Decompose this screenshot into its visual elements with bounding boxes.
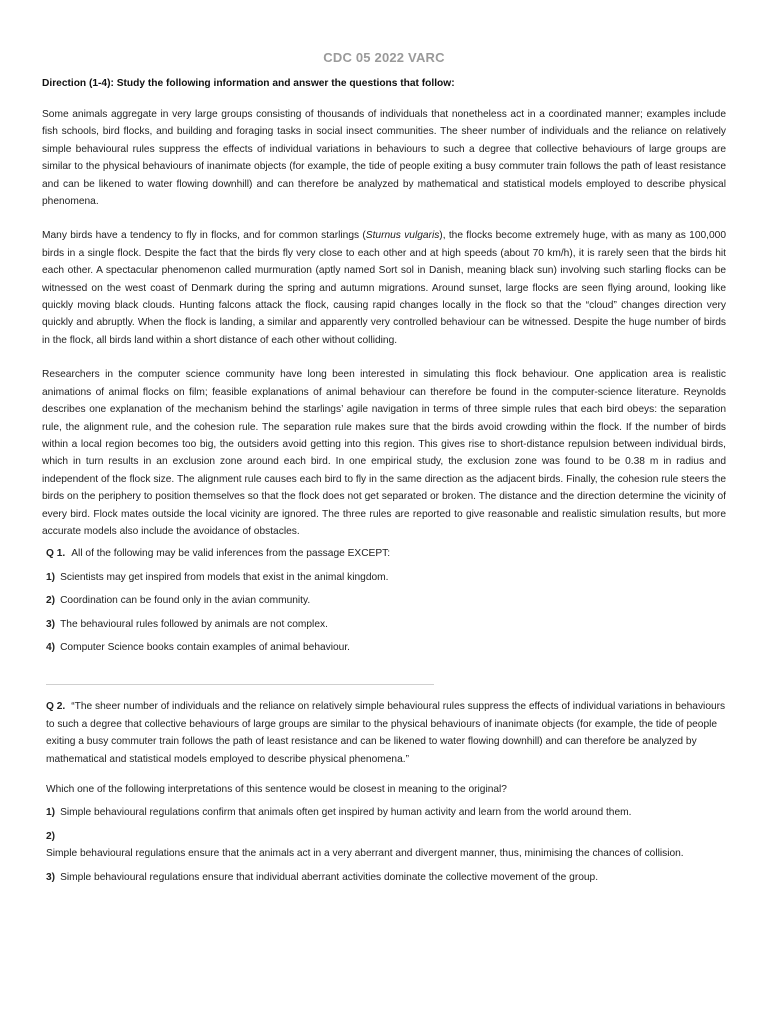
question-1-text: All of the following may be valid inferences from the passage EXCEPT: xyxy=(71,548,391,560)
q1-option-2-text: Coordination can be found only in the avian community. xyxy=(60,595,311,607)
page-title: CDC 05 2022 VARC xyxy=(323,50,445,65)
q2-option-3-text: Simple behavioural regulations ensure that individual aberrant activities dominate the collective movement of the group. xyxy=(60,871,599,883)
question-divider xyxy=(46,684,434,685)
question-2-quote: “The sheer number of individuals and the reliance on relatively simple behavioural rules suppress the effects of individual variations in behaviours to such a degree that collective behaviours of large groups are similar to the physical behaviours of inanimate objects (for example, the tide of people exiting a busy commuter train follows the path of least resistance and can be likened to water flowing downhill) and can therefore be analyzed by mathematical and statistical models employed to describe physical phenomena.” xyxy=(46,701,726,765)
q1-option-1-text: Scientists may get inspired from models that exist in the animal kingdom. xyxy=(60,571,389,583)
question-2-prompt: Which one of the following interpretations of this sentence would be closest in meaning to the original? xyxy=(46,784,507,795)
direction-text: Direction (1-4): Study the following information and answer the questions that follow: xyxy=(42,78,455,89)
species-name: Sturnus vulgaris xyxy=(365,230,440,242)
q1-option-2[interactable] xyxy=(46,592,726,609)
q2-option-3-number: 3) xyxy=(46,871,56,883)
q1-option-3-text: The behavioural rules followed by animals are not complex. xyxy=(60,618,328,630)
q1-option-2-number: 2) xyxy=(46,595,56,607)
question-1 xyxy=(46,545,726,562)
passage-p2-part-2: ), the flocks become extremely huge, with as many as 100,000 birds in a single flock. Despite the fact that the birds fly very close to each other and at high speeds (about 70 km/h), it is rarely seen that the birds hit each other. A spectacular phenomenon called murmuration (aptly named Sort sol in Danish, meaning black sun) involving such starling flocks can be witnessed on the west coast of Denmark during the spring and autumn migrations. Around sunset, large flocks are seen flying around, looking like quickly moving black clouds. Hunting falcons attack the flock, causing rapid changes locally in the flock so that the “cloud” changes direction very quickly and abruptly. When the flock is landing, a similar and apparently very controlled behaviour can be witnessed. Despite the huge number of birds in the flock, all birds land within a short distance of each other without colliding. xyxy=(42,230,727,346)
q1-option-3[interactable] xyxy=(46,616,726,633)
q1-option-1-number: 1) xyxy=(46,571,56,583)
q2-option-2[interactable] xyxy=(46,828,726,863)
question-2-number: Q 2. xyxy=(46,701,66,713)
q2-option-1[interactable] xyxy=(46,804,726,821)
q2-option-1-number: 1) xyxy=(46,807,56,819)
passage-paragraph-1: Some animals aggregate in very large groups consisting of thousands of individuals that nonetheless act in a coordinated manner; examples include fish schools, bird flocks, and building and foraging tasks in social insect communities. The sheer number of individuals and the reliance on relatively simple behavioural rules suppress the effects of individual variations in behaviours to such a degree that collective behaviours of large groups are similar to the physical behaviours of inanimate objects (for example, the tide of people exiting a busy commuter train follows the path of least resistance and can be likened to water flowing downhill) and can therefore be analyzed by mathematical and statistical models employed to describe physical phenomena. xyxy=(42,109,726,208)
passage-paragraph-3: Researchers in the computer science community have long been interested in simulating this flock behaviour. One application area is realistic animations of animal flocks on film; feasible explanations of animal behaviour can therefore be found in the computer-science literature. Reynolds describes one explanation of the mechanism behind the starlings’ agile navigation in terms of three simple rules that each bird obeys: the separation rule, the alignment rule, and the cohesion rule. The separation rule makes sure that the birds avoid crowding within the flock. If the number of birds within a local region becomes too big, the outsiders avoid getting into this region. This gives rise to short-distance repulsion between individual birds, which in turn results in an exclusion zone around each bird. In one empirical study, the exclusion zone was found to be 0.38 m in radius and independent of the flock size. The alignment rule causes each bird to fly in the same direction as the adjacent birds. Finally, the cohesion rule steers the birds on the periphery to position themselves so that the flock does not get separated or broken. The distance and the direction determine the vicinity of every bird. Flock mates outside the local vicinity are ignored. The three rules are reported to give reasonable and realistic simulation results, but more accurate models also include the avoidance of obstacles. xyxy=(42,369,726,537)
passage-p2-part-1: Many birds have a tendency to fly in flocks, and for common starlings ( xyxy=(42,230,366,242)
q1-option-4[interactable] xyxy=(46,639,726,656)
q2-option-3[interactable] xyxy=(46,869,726,886)
q2-option-2-text: Simple behavioural regulations ensure that the animals act in a very aberrant and divergent manner, thus, minimising the chances of collision. xyxy=(46,848,684,860)
q1-option-4-text: Computer Science books contain examples of animal behaviour. xyxy=(60,641,351,653)
question-2 xyxy=(46,698,726,768)
q2-option-1-text: Simple behavioural regulations confirm that animals often get inspired by human activity and learn from the world around them. xyxy=(60,807,632,819)
passage-paragraph-2 xyxy=(42,227,726,349)
question-1-number: Q 1. xyxy=(46,548,66,560)
q1-option-3-number: 3) xyxy=(46,618,56,630)
q2-option-2-number: 2) xyxy=(46,830,56,842)
q1-option-4-number: 4) xyxy=(46,641,56,653)
q1-option-1[interactable] xyxy=(46,569,726,586)
